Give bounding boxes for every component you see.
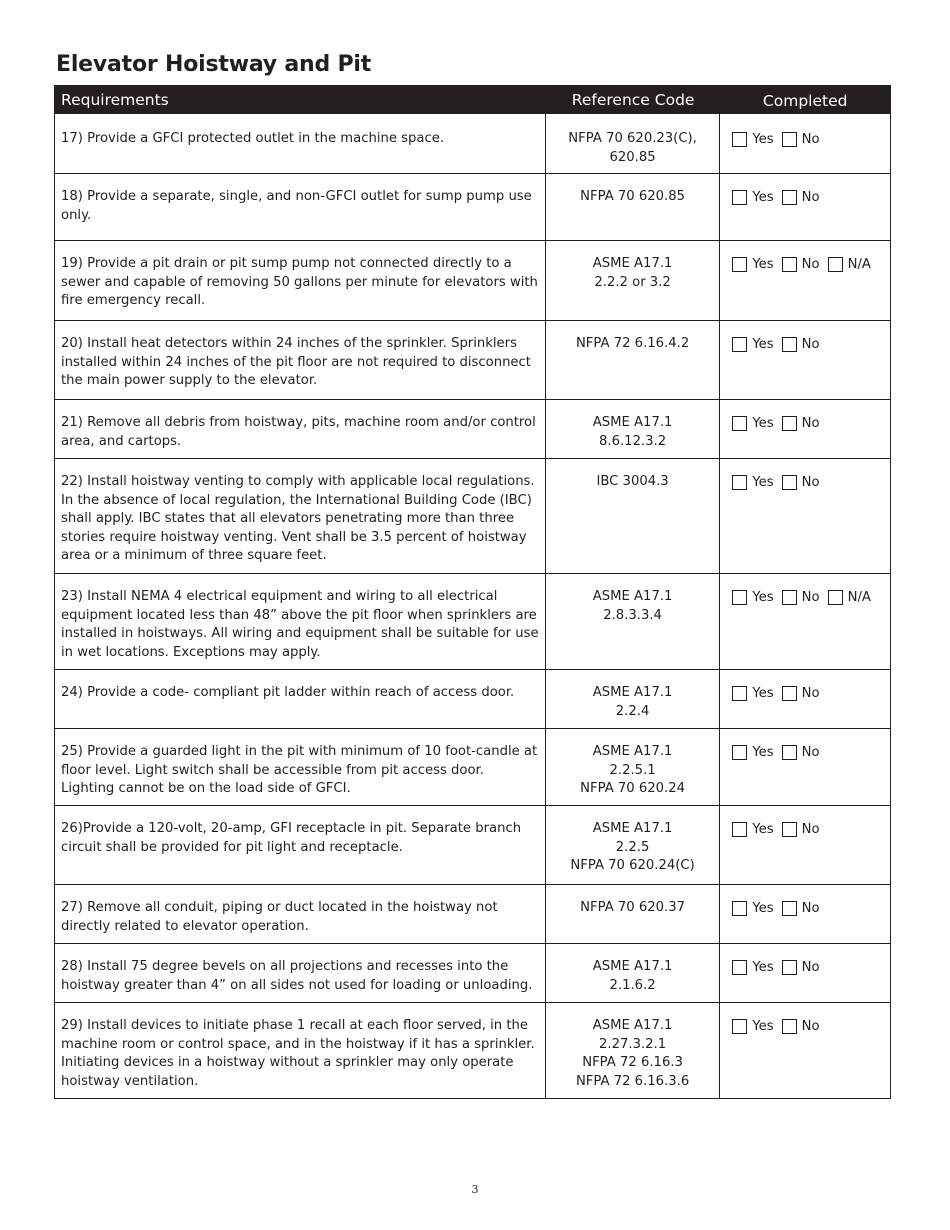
checkbox-label: Yes: [752, 132, 774, 147]
checkbox-label: Yes: [752, 416, 774, 431]
checkbox-icon[interactable]: [732, 416, 747, 431]
completed-options: [720, 885, 890, 943]
reference-code: ASME A17.1 2.2.2 or 3.2: [546, 241, 721, 320]
table-row: [54, 400, 891, 459]
checkbox-icon[interactable]: [782, 745, 797, 760]
header-requirements: Requirements: [61, 90, 169, 109]
reference-code: NFPA 70 620.85: [546, 174, 721, 240]
table-header: [54, 85, 891, 114]
requirement-text: 17) Provide a GFCI protected outlet in the machine space.: [55, 114, 546, 173]
checkbox-label: No: [801, 190, 820, 205]
checkbox-icon[interactable]: [732, 1019, 747, 1034]
checkbox-icon[interactable]: [732, 960, 747, 975]
reference-code: NFPA 70 620.37: [546, 885, 721, 943]
reference-code: NFPA 70 620.23(C), 620.85: [546, 114, 721, 173]
checkbox-label: Yes: [752, 960, 774, 975]
checkbox-option-yes[interactable]: [732, 1019, 773, 1034]
checkbox-label: Yes: [752, 475, 774, 490]
checkbox-icon[interactable]: [732, 190, 747, 205]
reference-code: IBC 3004.3: [546, 459, 721, 573]
checkbox-icon[interactable]: [782, 822, 797, 837]
checkbox-option-no[interactable]: [782, 960, 820, 975]
completed-options: [720, 729, 890, 805]
checkbox-option-no[interactable]: [782, 745, 820, 760]
requirement-text: 21) Remove all debris from hoistway, pits, machine room and/or control area, and cartops.: [55, 400, 546, 458]
checkbox-label: Yes: [752, 901, 774, 916]
requirement-text: 18) Provide a separate, single, and non-GFCI outlet for sump pump use only.: [55, 174, 546, 240]
requirement-text: 25) Provide a guarded light in the pit with minimum of 10 foot-candle at floor level. Light switch shall be accessible from pit access door. Lighting cannot be on the load side of GFCI.: [55, 729, 546, 805]
checkbox-icon[interactable]: [782, 416, 797, 431]
checkbox-icon[interactable]: [732, 337, 747, 352]
header-completed: Completed: [762, 91, 848, 110]
completed-options: [720, 241, 890, 320]
checkbox-icon[interactable]: [732, 822, 747, 837]
checkbox-option-no[interactable]: [782, 590, 820, 605]
checkbox-label: Yes: [752, 257, 774, 272]
checkbox-label: N/A: [847, 257, 871, 272]
checkbox-label: No: [801, 822, 820, 837]
checkbox-label: Yes: [752, 337, 774, 352]
checkbox-option-yes[interactable]: [732, 960, 773, 975]
checkbox-icon[interactable]: [782, 1019, 797, 1034]
table-row: [54, 729, 891, 806]
requirements-table: [54, 85, 891, 1099]
reference-code: ASME A17.1 2.8.3.3.4: [546, 574, 721, 669]
checkbox-icon[interactable]: [732, 745, 747, 760]
table-row: [54, 241, 891, 321]
requirement-text: 19) Provide a pit drain or pit sump pump not connected directly to a sewer and capable of removing 50 gallons per minute for elevators with fire emergency recall.: [55, 241, 546, 320]
completed-options: [720, 459, 890, 573]
checkbox-label: No: [801, 1019, 820, 1034]
checkbox-icon[interactable]: [782, 257, 797, 272]
table-body: [54, 114, 891, 1099]
reference-code: ASME A17.1 2.2.5.1 NFPA 70 620.24: [546, 729, 721, 805]
checkbox-label: No: [801, 590, 820, 605]
checkbox-label: Yes: [752, 822, 774, 837]
checkbox-option-no[interactable]: [782, 132, 820, 147]
requirement-text: 20) Install heat detectors within 24 inches of the sprinkler. Sprinklers installed within 24 inches of the pit floor are not required to disconnect the main power supply to the elevator.: [55, 321, 546, 399]
requirement-text: 26)Provide a 120-volt, 20-amp, GFI receptacle in pit. Separate branch circuit shall be provided for pit light and receptacle.: [55, 806, 546, 884]
checkbox-icon[interactable]: [782, 590, 797, 605]
checkbox-icon[interactable]: [828, 257, 843, 272]
completed-options: [720, 321, 890, 399]
checkbox-option-no[interactable]: [782, 901, 820, 916]
requirement-text: 22) Install hoistway venting to comply with applicable local regulations. In the absence of local regulation, the International Building Code (IBC) shall apply. IBC states that all elevators penetrating more than three stories require hoistway venting. Vent shall be 3.5 percent of hoistway area or a minimum of three square feet.: [55, 459, 546, 573]
checkbox-label: No: [801, 745, 820, 760]
checkbox-label: N/A: [847, 590, 871, 605]
completed-options: [720, 944, 890, 1002]
checkbox-option-yes[interactable]: [732, 822, 773, 837]
reference-code: ASME A17.1 2.2.5 NFPA 70 620.24(C): [546, 806, 721, 884]
completed-options: [720, 806, 890, 884]
requirement-text: 24) Provide a code- compliant pit ladder within reach of access door.: [55, 670, 546, 728]
checkbox-label: No: [801, 132, 820, 147]
checkbox-option-yes[interactable]: [732, 745, 773, 760]
checkbox-option-na[interactable]: [828, 257, 871, 272]
reference-code: NFPA 72 6.16.4.2: [546, 321, 721, 399]
requirement-text: 27) Remove all conduit, piping or duct located in the hoistway not directly related to elevator operation.: [55, 885, 546, 943]
table-row: [54, 174, 891, 241]
checkbox-icon[interactable]: [732, 901, 747, 916]
checkbox-option-yes[interactable]: [732, 416, 773, 431]
checkbox-label: No: [801, 337, 820, 352]
checkbox-icon[interactable]: [782, 686, 797, 701]
checkbox-option-yes[interactable]: [732, 190, 773, 205]
table-row: [54, 459, 891, 574]
checkbox-icon[interactable]: [782, 132, 797, 147]
completed-options: [720, 114, 890, 173]
checkbox-icon[interactable]: [782, 475, 797, 490]
checkbox-icon[interactable]: [782, 337, 797, 352]
checkbox-label: No: [801, 475, 820, 490]
checkbox-label: Yes: [752, 686, 774, 701]
table-row: [54, 944, 891, 1003]
checkbox-label: No: [801, 686, 820, 701]
requirement-text: 29) Install devices to initiate phase 1 recall at each floor served, in the machine room or control space, and in the hoistway if it has a sprinkler. Initiating devices in a hoistway without a sprinkler may only operate hoistway ventilation.: [55, 1003, 546, 1098]
checkbox-icon[interactable]: [732, 132, 747, 147]
completed-options: [720, 1003, 890, 1098]
checkbox-option-yes[interactable]: [732, 686, 773, 701]
checkbox-option-yes[interactable]: [732, 337, 773, 352]
checkbox-option-no[interactable]: [782, 822, 820, 837]
checkbox-option-yes[interactable]: [732, 901, 773, 916]
checkbox-option-no[interactable]: [782, 190, 820, 205]
table-row: [54, 321, 891, 400]
checkbox-icon[interactable]: [732, 686, 747, 701]
checkbox-label: Yes: [752, 590, 774, 605]
completed-options: [720, 174, 890, 240]
page-number: 3: [471, 1183, 479, 1196]
checkbox-option-no[interactable]: [782, 686, 820, 701]
checkbox-label: No: [801, 960, 820, 975]
reference-code: ASME A17.1 8.6.12.3.2: [546, 400, 721, 458]
table-row: [54, 574, 891, 670]
requirement-text: 23) Install NEMA 4 electrical equipment and wiring to all electrical equipment located less than 48” above the pit floor when sprinklers are installed in hoistways. All wiring and equipment shall be suitable for use in wet locations. Exceptions may apply.: [55, 574, 546, 669]
checkbox-icon[interactable]: [732, 475, 747, 490]
checkbox-option-no[interactable]: [782, 1019, 820, 1034]
checkbox-label: No: [801, 901, 820, 916]
table-row: [54, 114, 891, 174]
checkbox-icon[interactable]: [732, 257, 747, 272]
checkbox-option-no[interactable]: [782, 475, 820, 490]
reference-code: ASME A17.1 2.2.4: [546, 670, 721, 728]
requirement-text: 28) Install 75 degree bevels on all projections and recesses into the hoistway greater than 4” on all sides not used for loading or unloading.: [55, 944, 546, 1002]
checkbox-option-na[interactable]: [828, 590, 871, 605]
table-row: [54, 670, 891, 729]
checkbox-icon[interactable]: [782, 901, 797, 916]
checkbox-option-yes[interactable]: [732, 132, 773, 147]
completed-options: [720, 574, 890, 669]
page-title: Elevator Hoistway and Pit: [56, 52, 372, 77]
checkbox-icon[interactable]: [782, 190, 797, 205]
completed-options: [720, 670, 890, 728]
table-row: [54, 806, 891, 885]
checkbox-icon[interactable]: [732, 590, 747, 605]
checkbox-option-no[interactable]: [782, 337, 820, 352]
checkbox-label: Yes: [752, 190, 774, 205]
checkbox-option-yes[interactable]: [732, 257, 773, 272]
checkbox-option-yes[interactable]: [732, 590, 773, 605]
checkbox-option-no[interactable]: [782, 416, 820, 431]
header-reference-code: Reference Code: [571, 90, 695, 109]
checkbox-label: No: [801, 416, 820, 431]
completed-options: [720, 400, 890, 458]
table-row: [54, 1003, 891, 1099]
reference-code: ASME A17.1 2.27.3.2.1 NFPA 72 6.16.3 NFPA 72 6.16.3.6: [546, 1003, 721, 1098]
checkbox-label: Yes: [752, 1019, 774, 1034]
checkbox-icon[interactable]: [782, 960, 797, 975]
table-row: [54, 885, 891, 944]
checkbox-option-no[interactable]: [782, 257, 820, 272]
checkbox-label: Yes: [752, 745, 774, 760]
checkbox-icon[interactable]: [828, 590, 843, 605]
reference-code: ASME A17.1 2.1.6.2: [546, 944, 721, 1002]
checkbox-label: No: [801, 257, 820, 272]
checkbox-option-yes[interactable]: [732, 475, 773, 490]
